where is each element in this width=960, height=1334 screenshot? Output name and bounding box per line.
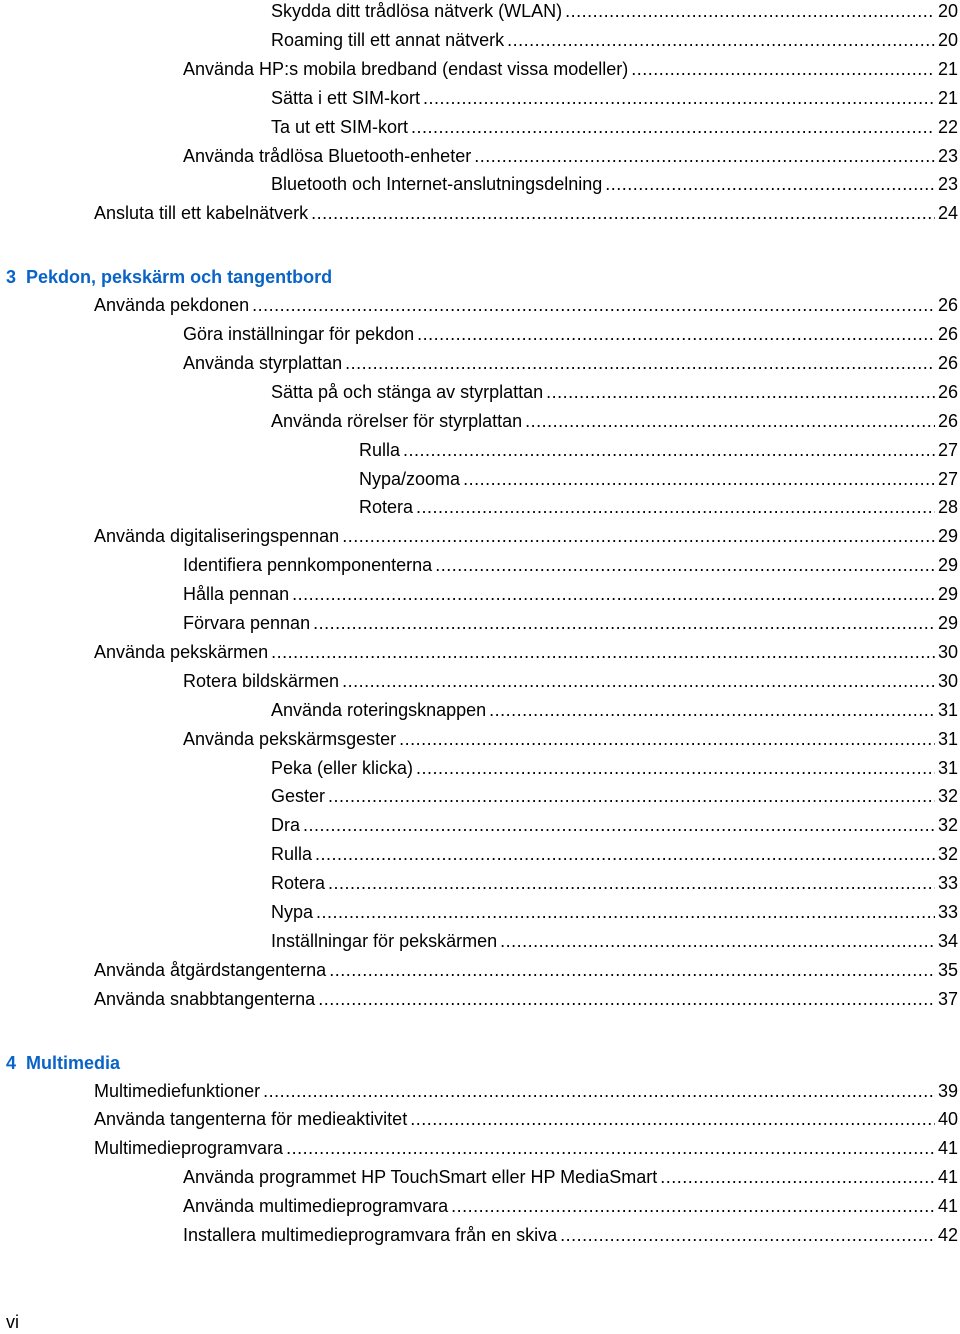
toc-entry[interactable] bbox=[94, 292, 958, 318]
dot-leader bbox=[560, 1222, 935, 1248]
toc-entry[interactable] bbox=[271, 408, 958, 434]
toc-entry-title: Använda pekdonen bbox=[94, 295, 250, 316]
toc-entry[interactable] bbox=[271, 27, 958, 53]
toc-entry-title: Rulla bbox=[271, 844, 313, 865]
toc-entry[interactable] bbox=[183, 143, 958, 169]
toc-entry-title: Installera multimedieprogramvara från en skiva bbox=[183, 1225, 558, 1245]
dot-leader bbox=[660, 1164, 935, 1190]
dot-leader bbox=[315, 841, 935, 867]
toc-entry-page: 27 bbox=[937, 439, 958, 460]
toc-entry[interactable] bbox=[271, 171, 958, 197]
dot-leader bbox=[489, 697, 935, 723]
toc-entry-title: Bluetooth och Internet-anslutningsdelning bbox=[271, 174, 603, 195]
toc-entry-page: 21 bbox=[937, 87, 958, 108]
dot-leader bbox=[271, 639, 935, 665]
dot-leader bbox=[318, 986, 935, 1012]
toc-entry[interactable] bbox=[94, 639, 958, 665]
toc-entry[interactable] bbox=[359, 437, 958, 463]
toc-entry-title: Nypa/zooma bbox=[359, 468, 461, 489]
toc-entry[interactable] bbox=[183, 1193, 958, 1219]
toc-entry-page: 23 bbox=[937, 145, 958, 166]
chapter-title: Multimedia bbox=[26, 1052, 121, 1073]
toc-entry-title: Multimedieprogramvara bbox=[94, 1138, 284, 1159]
toc-entry-page: 22 bbox=[937, 116, 958, 137]
toc-entry-title: Använda programmet HP TouchSmart eller HP MediaSmart bbox=[183, 1167, 658, 1188]
toc-entry-title: Rotera bbox=[359, 497, 414, 518]
toc-entry[interactable] bbox=[271, 0, 958, 24]
toc-entry[interactable] bbox=[94, 1135, 958, 1161]
dot-leader bbox=[500, 928, 935, 954]
toc-entry-page: 20 bbox=[937, 1, 958, 21]
toc-entry-page: 40 bbox=[937, 1109, 958, 1130]
toc-entry-page: 29 bbox=[937, 555, 958, 576]
toc-entry-page: 33 bbox=[937, 902, 958, 922]
toc-entry-page: 31 bbox=[937, 728, 958, 749]
toc-entry-title: Använda multimedieprogramvara bbox=[183, 1196, 449, 1217]
toc-entry-title: Rotera bbox=[271, 873, 326, 894]
toc-entry[interactable] bbox=[183, 610, 958, 636]
toc-entry-page: 33 bbox=[937, 873, 958, 894]
dot-leader bbox=[342, 523, 935, 549]
dot-leader bbox=[525, 408, 935, 434]
toc-entry-page: 24 bbox=[937, 203, 958, 224]
toc-entry[interactable] bbox=[94, 200, 958, 226]
toc-entry[interactable] bbox=[271, 379, 958, 405]
dot-leader bbox=[410, 1106, 935, 1132]
dot-leader bbox=[403, 437, 935, 463]
toc-entry[interactable] bbox=[94, 1078, 958, 1104]
toc-entry-page: 26 bbox=[937, 352, 958, 373]
toc-entry-page: 27 bbox=[937, 468, 958, 489]
toc-entry[interactable] bbox=[271, 783, 958, 809]
toc-entry[interactable] bbox=[183, 1164, 958, 1190]
toc-entry-title: Roaming till ett annat nätverk bbox=[271, 29, 505, 50]
toc-entry-page: 23 bbox=[937, 174, 958, 195]
dot-leader bbox=[631, 56, 935, 82]
toc-entry-page: 34 bbox=[937, 930, 958, 951]
toc-entry-title: Rotera bildskärmen bbox=[183, 670, 340, 691]
toc-entry-title: Gester bbox=[271, 786, 326, 807]
toc-entry[interactable] bbox=[359, 466, 958, 492]
chapter-title: Pekdon, pekskärm och tangentbord bbox=[26, 267, 333, 288]
dot-leader bbox=[507, 27, 935, 53]
toc-entry-page: 39 bbox=[937, 1080, 958, 1101]
toc-entry[interactable] bbox=[183, 726, 958, 752]
toc-entry-page: 32 bbox=[937, 815, 958, 836]
toc-entry-title: Dra bbox=[271, 815, 301, 836]
dot-leader bbox=[286, 1135, 935, 1161]
toc-entry-page: 41 bbox=[937, 1167, 958, 1188]
toc-entry-title: Multimediefunktioner bbox=[94, 1080, 261, 1101]
toc-entry[interactable] bbox=[94, 986, 958, 1012]
dot-leader bbox=[416, 494, 935, 520]
dot-leader bbox=[565, 0, 935, 24]
toc-entry-page: 30 bbox=[937, 670, 958, 691]
dot-leader bbox=[451, 1193, 935, 1219]
dot-leader bbox=[411, 114, 935, 140]
toc-entry[interactable] bbox=[271, 114, 958, 140]
toc-entry-page: 29 bbox=[937, 584, 958, 605]
dot-leader bbox=[328, 783, 935, 809]
toc-entry-title: Använda rörelser för styrplattan bbox=[271, 410, 523, 431]
toc-entry-title: Använda roteringsknappen bbox=[271, 699, 487, 720]
dot-leader bbox=[546, 379, 935, 405]
chapter-heading[interactable] bbox=[6, 1049, 120, 1077]
chapter-number: 3 bbox=[6, 267, 17, 288]
toc-entry-page: 28 bbox=[937, 497, 958, 518]
toc-entry[interactable] bbox=[271, 812, 958, 838]
toc-entry-title: Sätta i ett SIM-kort bbox=[271, 87, 421, 108]
toc-entry-title: Använda trådlösa Bluetooth-enheter bbox=[183, 145, 472, 166]
toc-entry-title: Använda pekskärmsgester bbox=[183, 728, 397, 749]
toc-entry[interactable] bbox=[183, 552, 958, 578]
toc-entry-title: Ansluta till ett kabelnätverk bbox=[94, 203, 309, 224]
dot-leader bbox=[311, 200, 935, 226]
toc-entry-page: 41 bbox=[937, 1196, 958, 1217]
toc-entry[interactable] bbox=[94, 523, 958, 549]
toc-entry[interactable] bbox=[183, 321, 958, 347]
toc-entry[interactable] bbox=[271, 755, 958, 781]
toc-entry[interactable] bbox=[183, 56, 958, 82]
dot-leader bbox=[416, 755, 935, 781]
toc-entry-page: 26 bbox=[937, 410, 958, 431]
dot-leader bbox=[313, 610, 935, 636]
toc-entry-title: Använda HP:s mobila bredband (endast vissa modeller) bbox=[183, 58, 629, 79]
toc-entry-page: 26 bbox=[937, 381, 958, 402]
toc-entry-page: 42 bbox=[937, 1225, 958, 1245]
dot-leader bbox=[474, 143, 935, 169]
toc-entry-title: Göra inställningar för pekdon bbox=[183, 324, 415, 344]
toc-entry[interactable] bbox=[94, 957, 958, 983]
toc-entry[interactable] bbox=[271, 841, 958, 867]
dot-leader bbox=[292, 581, 935, 607]
toc-entry-page: 41 bbox=[937, 1138, 958, 1159]
toc-entry-title: Hålla pennan bbox=[183, 584, 290, 605]
toc-entry-title: Använda tangenterna för medieaktivitet bbox=[94, 1109, 408, 1130]
dot-leader bbox=[345, 350, 935, 376]
toc-entry-title: Identifiera pennkomponenterna bbox=[183, 555, 433, 576]
dot-leader bbox=[263, 1078, 935, 1104]
dot-leader bbox=[463, 466, 935, 492]
toc-entry[interactable] bbox=[183, 668, 958, 694]
toc-entry-page: 29 bbox=[937, 526, 958, 547]
toc-entry[interactable] bbox=[271, 870, 958, 896]
toc-entry-page: 35 bbox=[937, 959, 958, 980]
toc-entry-title: Använda styrplattan bbox=[183, 352, 343, 373]
dot-leader bbox=[342, 668, 935, 694]
toc-entry-title: Använda snabbtangenterna bbox=[94, 988, 316, 1009]
toc-entry[interactable] bbox=[359, 494, 958, 520]
toc-entry-title: Använda digitaliseringspennan bbox=[94, 526, 340, 547]
toc-entry[interactable] bbox=[183, 1222, 958, 1248]
dot-leader bbox=[303, 812, 935, 838]
toc-entry[interactable] bbox=[271, 899, 958, 925]
toc-entry-page: 26 bbox=[937, 324, 958, 344]
toc-entry-title: Använda pekskärmen bbox=[94, 641, 269, 662]
toc-entry-page: 30 bbox=[937, 641, 958, 662]
page-number: vi bbox=[6, 1312, 19, 1332]
toc-entry[interactable] bbox=[271, 85, 958, 111]
chapter-heading[interactable] bbox=[6, 263, 332, 291]
toc-entry-page: 37 bbox=[937, 988, 958, 1009]
dot-leader bbox=[417, 321, 935, 347]
toc-entry-page: 29 bbox=[937, 613, 958, 633]
toc-entry-title: Nypa bbox=[271, 902, 314, 922]
dot-leader bbox=[252, 292, 935, 318]
toc-entry-title: Använda åtgärdstangenterna bbox=[94, 959, 327, 980]
toc-entry-title: Förvara pennan bbox=[183, 613, 311, 633]
dot-leader bbox=[316, 899, 935, 925]
dot-leader bbox=[399, 726, 935, 752]
toc-entry-title: Rulla bbox=[359, 439, 401, 460]
dot-leader bbox=[328, 870, 935, 896]
toc-entry-page: 32 bbox=[937, 786, 958, 807]
dot-leader bbox=[423, 85, 935, 111]
toc-entry-page: 26 bbox=[937, 295, 958, 316]
toc-entry-page: 31 bbox=[937, 699, 958, 720]
toc-entry[interactable] bbox=[183, 581, 958, 607]
toc-entry[interactable] bbox=[183, 350, 958, 376]
dot-leader bbox=[329, 957, 935, 983]
toc-entry-title: Skydda ditt trådlösa nätverk (WLAN) bbox=[271, 1, 563, 21]
toc-entry-page: 31 bbox=[937, 757, 958, 778]
toc-entry-page: 21 bbox=[937, 58, 958, 79]
toc-entry-title: Peka (eller klicka) bbox=[271, 757, 414, 778]
toc-entry[interactable] bbox=[271, 697, 958, 723]
toc-entry[interactable] bbox=[94, 1106, 958, 1132]
toc-entry-title: Sätta på och stänga av styrplattan bbox=[271, 381, 544, 402]
dot-leader bbox=[605, 171, 935, 197]
toc-entry-title: Inställningar för pekskärmen bbox=[271, 930, 498, 951]
dot-leader bbox=[435, 552, 935, 578]
toc-entry-page: 20 bbox=[937, 29, 958, 50]
toc-entry-title: Ta ut ett SIM-kort bbox=[271, 116, 409, 137]
toc-entry-page: 32 bbox=[937, 844, 958, 865]
toc-entry[interactable] bbox=[271, 928, 958, 954]
chapter-number: 4 bbox=[6, 1052, 17, 1073]
